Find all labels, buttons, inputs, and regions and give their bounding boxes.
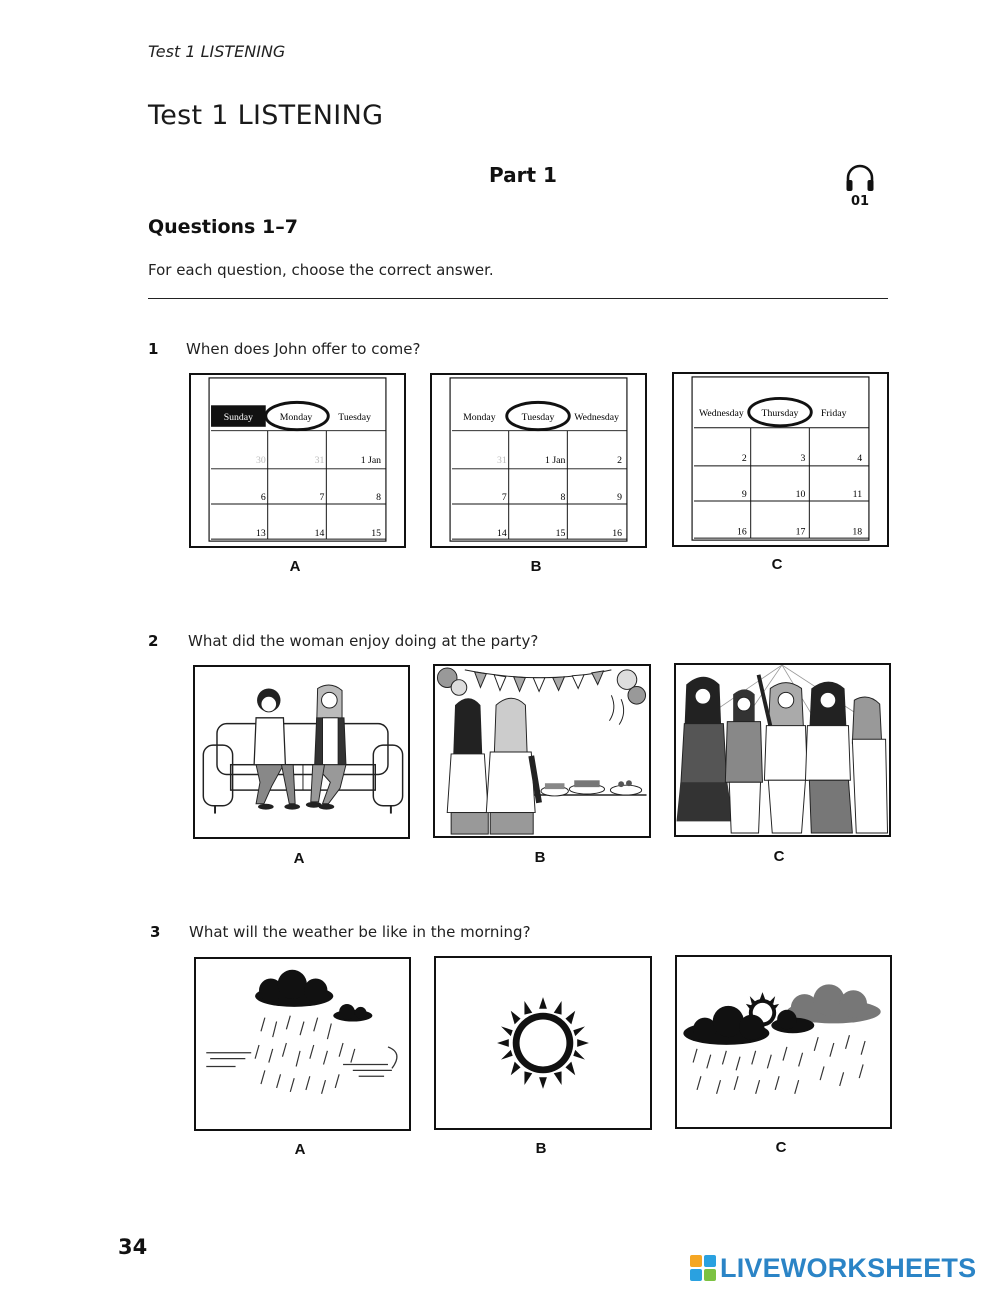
option-label: B	[534, 849, 546, 866]
calendar-date: 8	[560, 492, 566, 504]
part-title: Part 1	[489, 163, 557, 187]
calendar-date: 9	[617, 492, 623, 504]
page-number: 34	[118, 1235, 148, 1259]
calendar-date: 8	[376, 492, 382, 504]
option-2b-image[interactable]	[433, 664, 651, 838]
calendar-date: 1 Jan	[360, 454, 382, 466]
option-1c-calendar[interactable]	[672, 372, 889, 547]
calendar-day: Monday	[463, 411, 496, 423]
calendar-date: 1 Jan	[545, 454, 566, 466]
page-title: Test 1 LISTENING	[148, 100, 384, 131]
running-head: Test 1 LISTENING	[148, 42, 286, 61]
option-label: C	[771, 556, 783, 573]
question-text: What will the weather be like in the morning?	[189, 923, 531, 941]
headphones-icon	[844, 162, 876, 194]
liveworksheets-logo[interactable]	[690, 1253, 976, 1283]
question-number: 1	[148, 340, 159, 358]
option-1b-calendar[interactable]	[430, 373, 647, 548]
women-at-food-table	[435, 666, 649, 836]
calendar-day: Monday	[279, 411, 313, 423]
calendar-day: Sunday	[223, 411, 254, 423]
calendar-date: 4	[857, 452, 863, 464]
calendar-day: Tuesday	[521, 411, 555, 423]
questions-heading: Questions 1–7	[148, 216, 298, 238]
option-label: B	[535, 1140, 547, 1157]
calendar-image	[674, 374, 887, 545]
calendar-date: 2	[741, 452, 747, 464]
calendar-date: 15	[371, 528, 382, 540]
question-text: What did the woman enjoy doing at the party?	[188, 632, 539, 650]
calendar-date: 9	[741, 489, 747, 501]
two-women-talking-on-sofa	[195, 667, 408, 837]
calendar-date: 13	[255, 528, 266, 540]
calendar-date: 31	[314, 454, 325, 466]
calendar-date: 31	[496, 454, 507, 466]
calendar-date: 11	[852, 489, 863, 501]
brand-name: LIVEWORKSHEETS	[720, 1252, 977, 1283]
calendar-date: 16	[612, 528, 623, 540]
option-1a-calendar[interactable]	[189, 373, 406, 548]
calendar-day: Friday	[821, 408, 847, 420]
sun-behind-rain-clouds-icon	[677, 957, 890, 1127]
calendar-date: 14	[496, 528, 507, 540]
option-label: A	[289, 558, 301, 575]
question-number: 3	[150, 923, 161, 941]
calendar-date: 3	[800, 452, 806, 464]
calendar-date: 2	[617, 454, 623, 466]
calendar-date: 14	[314, 528, 325, 540]
track-number: 01	[850, 194, 870, 209]
women-dancing	[676, 665, 889, 835]
calendar-day: Tuesday	[338, 411, 372, 423]
calendar-image	[432, 375, 645, 546]
option-3a-image[interactable]	[194, 957, 411, 1131]
calendar-image	[191, 375, 404, 546]
question-text: When does John offer to come?	[186, 340, 421, 358]
calendar-date: 18	[852, 526, 863, 538]
sun-icon	[436, 958, 650, 1128]
option-2c-image[interactable]	[674, 663, 891, 837]
rain-and-wind-icon	[196, 959, 409, 1129]
calendar-date: 7	[319, 492, 325, 504]
divider	[148, 298, 888, 299]
calendar-date: 6	[260, 492, 266, 504]
option-label: B	[530, 558, 542, 575]
calendar-day: Wednesday	[574, 411, 620, 423]
calendar-date: 7	[501, 492, 507, 504]
option-label: C	[775, 1139, 787, 1156]
option-label: A	[294, 1141, 306, 1158]
calendar-day: Thursday	[761, 408, 799, 420]
calendar-date: 17	[795, 526, 806, 538]
option-3c-image[interactable]	[675, 955, 892, 1129]
calendar-date: 10	[795, 489, 806, 501]
option-2a-image[interactable]	[193, 665, 410, 839]
option-3b-image[interactable]	[434, 956, 652, 1130]
option-label: A	[293, 850, 305, 867]
audio-track[interactable]	[843, 162, 877, 214]
option-label: C	[773, 848, 785, 865]
question-number: 2	[148, 632, 159, 650]
calendar-date: 16	[737, 526, 747, 538]
brand-mark-icon	[690, 1255, 716, 1281]
calendar-date: 30	[255, 454, 266, 466]
calendar-date: 15	[555, 528, 566, 540]
instruction-text: For each question, choose the correct answer.	[148, 261, 494, 279]
calendar-day: Wednesday	[698, 408, 744, 420]
